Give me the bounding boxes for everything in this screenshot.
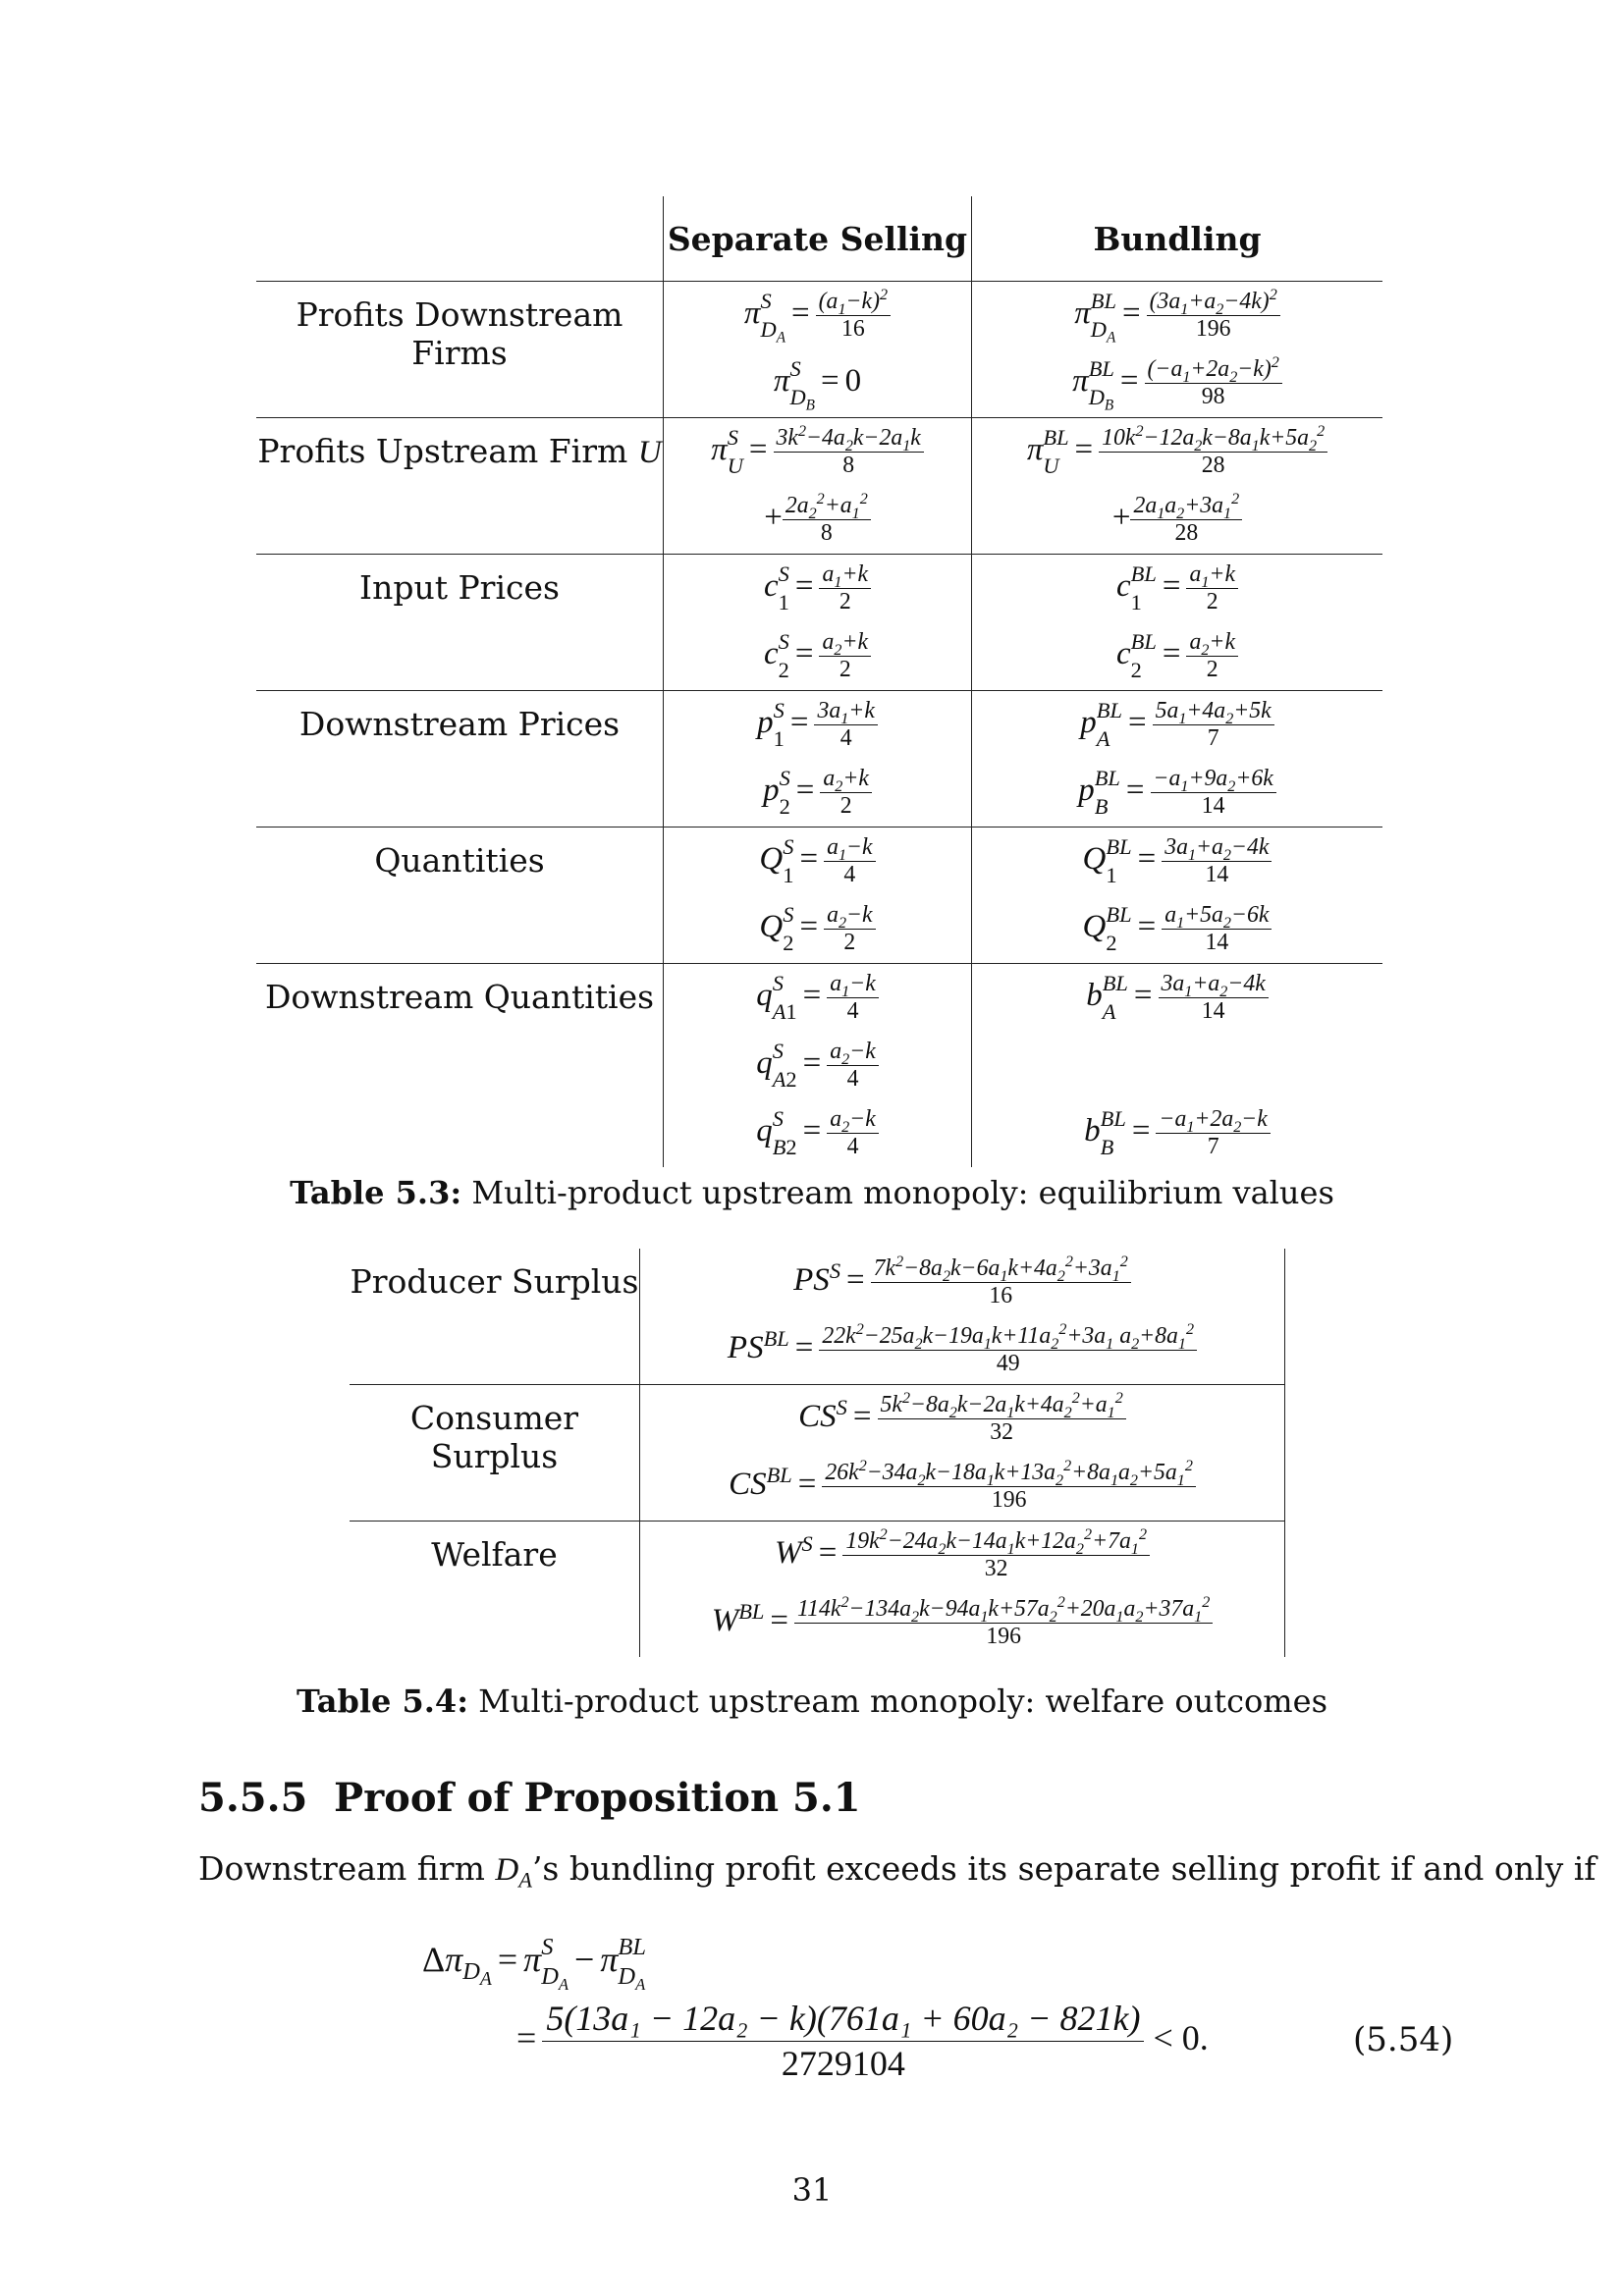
equilibrium-values-table [256, 196, 1382, 1167]
formula-PS-BL: $PS^{BL}$ = $\frac{22k^2-25a_2k-19a_1k+11a_2^2+3a_1 a_2+8a_1^2}{49}$ [640, 1316, 1285, 1385]
formula-pi-U-BL-cont: + $\frac{2a_1a_2+3a_1^2}{28}$ [972, 486, 1383, 555]
table-5-3-caption: Table 5.3: Multi-product upstream monopoly: equilibrium values [290, 1174, 1334, 1211]
formula-p1-S: p S 1 = $\frac{3a_1+k}{4}$ [664, 691, 972, 760]
row-label-quantities: Quantities [256, 828, 664, 964]
formula-Q2-BL: Q BL 2 = $\frac{a_1+5a_2-6k}{14}$ [972, 895, 1383, 964]
header-empty [256, 196, 664, 282]
empty-cell [972, 1032, 1383, 1099]
formula-pi-DB-BL: π BL $D_B$ = $\frac{(-a_1+2a_2-k)^2}{98}$ [972, 349, 1383, 418]
formula-c2-S: c S 2 = $\frac{a_2+k}{2}$ [664, 622, 972, 691]
formula-pi-DA-BL: π BL $D_A$ = $\frac{(3a_1+a_2-4k)^2}{196}$ [972, 282, 1383, 350]
formula-pA-BL: p BL A = $\frac{5a_1+4a_2+5k}{7}$ [972, 691, 1383, 760]
formula-qA2-S: q S A2 = $\frac{a_2-k}{4}$ [664, 1032, 972, 1099]
body-paragraph: Downstream firm $D_A’s$ bundling profit exceeds its separate selling profit if and only if [198, 1849, 1597, 1893]
welfare-outcomes-table [350, 1249, 1285, 1657]
section-heading: 5.5.5 Proof of Proposition 5.1 [198, 1775, 861, 1821]
formula-W-S: $W^S$ = $\frac{19k^2-24a_2k-14a_1k+12a_2^2+7a_1^2}{32}$ [640, 1522, 1285, 1590]
row-label-profits-upstream: Profits Upstream Firm U [256, 418, 664, 555]
formula-PS-S: $PS^S$ = $\frac{7k^2-8a_2k-6a_1k+4a_2^2+3a_1^2}{16}$ [640, 1249, 1285, 1316]
formula-c1-S: c S 1 = $\frac{a_1+k}{2}$ [664, 555, 972, 623]
formula-qB2-S: q S B2 = $\frac{a_2-k}{4}$ [664, 1099, 972, 1167]
formula-c1-BL: c BL 1 = $\frac{a_1+k}{2}$ [972, 555, 1383, 623]
formula-pi-U-S-cont: + $\frac{2a_2^2+a_1^2}{8}$ [664, 486, 972, 555]
formula-pB-BL: p BL B = $\frac{-a_1+9a_2+6k}{14}$ [972, 759, 1383, 828]
formula-pi-U-BL: π BL U = $\frac{10k^2-12a_2k-8a_1k+5a_2^2}{28}$ [972, 418, 1383, 487]
page-number: 31 [791, 2171, 833, 2209]
formula-pi-DA-S: π S $D_A$ = $\frac{(a_1-k)^2}{16}$ [664, 282, 972, 350]
formula-qA1-S: q S A1 = $\frac{a_1-k}{4}$ [664, 964, 972, 1033]
formula-Q1-S: Q S 1 = $\frac{a_1-k}{4}$ [664, 828, 972, 896]
table-5-4-caption: Table 5.4: Multi-product upstream monopoly: welfare outcomes [297, 1682, 1327, 1720]
row-label-profits-downstream: Profits Downstream Firms [256, 282, 664, 418]
formula-CS-S: $CS^S$ = $\frac{5k^2-8a_2k-2a_1k+4a_2^2+a_1^2}{32}$ [640, 1385, 1285, 1454]
header-bundling: Bundling [972, 196, 1383, 282]
header-separate-selling: Separate Selling [664, 196, 972, 282]
row-label-downstream-quantities: Downstream Quantities [256, 964, 664, 1168]
equation-line-1: $\Delta\pi_{D_A}= \pi$ S $D_A$ − π BL $D_A$ [422, 1934, 646, 1995]
formula-p2-S: p S 2 = $\frac{a_2+k}{2}$ [664, 759, 972, 828]
equation-relation: < 0. [1153, 2018, 1209, 2058]
equation-number: (5.54) [1353, 2020, 1454, 2059]
equation-line-2: = $\frac{\text{5(13a₁ − 12a₂ − k)(761a₁ + 60a₂ − 821k)}}{2729104}$ < 0. [516, 1999, 1209, 2084]
row-label-downstream-prices: Downstream Prices [256, 691, 664, 828]
row-label-input-prices: Input Prices [256, 555, 664, 691]
formula-bB-BL: b BL B = $\frac{-a_1+2a_2-k}{7}$ [972, 1099, 1383, 1167]
equation-numerator: 5(13a₁ − 12a₂ − k)(761a₁ + 60a₂ − 821k) [542, 1999, 1144, 2042]
row-label-producer-surplus: Producer Surplus [350, 1262, 639, 1301]
formula-pi-DB-S: π S $D_B$ = 0 [664, 349, 972, 418]
equation-denominator: 2729104 [781, 2044, 905, 2084]
formula-pi-U-S: π S U = $\frac{3k^2-4a_2k-2a_1k}{8}$ [664, 418, 972, 487]
formula-Q2-S: Q S 2 = $\frac{a_2-k}{2}$ [664, 895, 972, 964]
formula-W-BL: $W^{BL}$ = $\frac{114k^2-134a_2k-94a_1k+57a_2^2+20a_1a_2+37a_1^2}{196}$ [640, 1589, 1285, 1657]
formula-Q1-BL: Q BL 1 = $\frac{3a_1+a_2-4k}{14}$ [972, 828, 1383, 896]
formula-c2-BL: c BL 2 = $\frac{a_2+k}{2}$ [972, 622, 1383, 691]
formula-CS-BL: $CS^{BL}$ = $\frac{26k^2-34a_2k-18a_1k+13a_2^2+8a_1a_2+5a_1^2}{196}$ [640, 1453, 1285, 1522]
row-label-consumer-surplus: Consumer Surplus [350, 1385, 640, 1522]
formula-bA-BL: b BL A = $\frac{3a_1+a_2-4k}{14}$ [972, 964, 1383, 1033]
row-label-welfare: Welfare [350, 1522, 640, 1658]
